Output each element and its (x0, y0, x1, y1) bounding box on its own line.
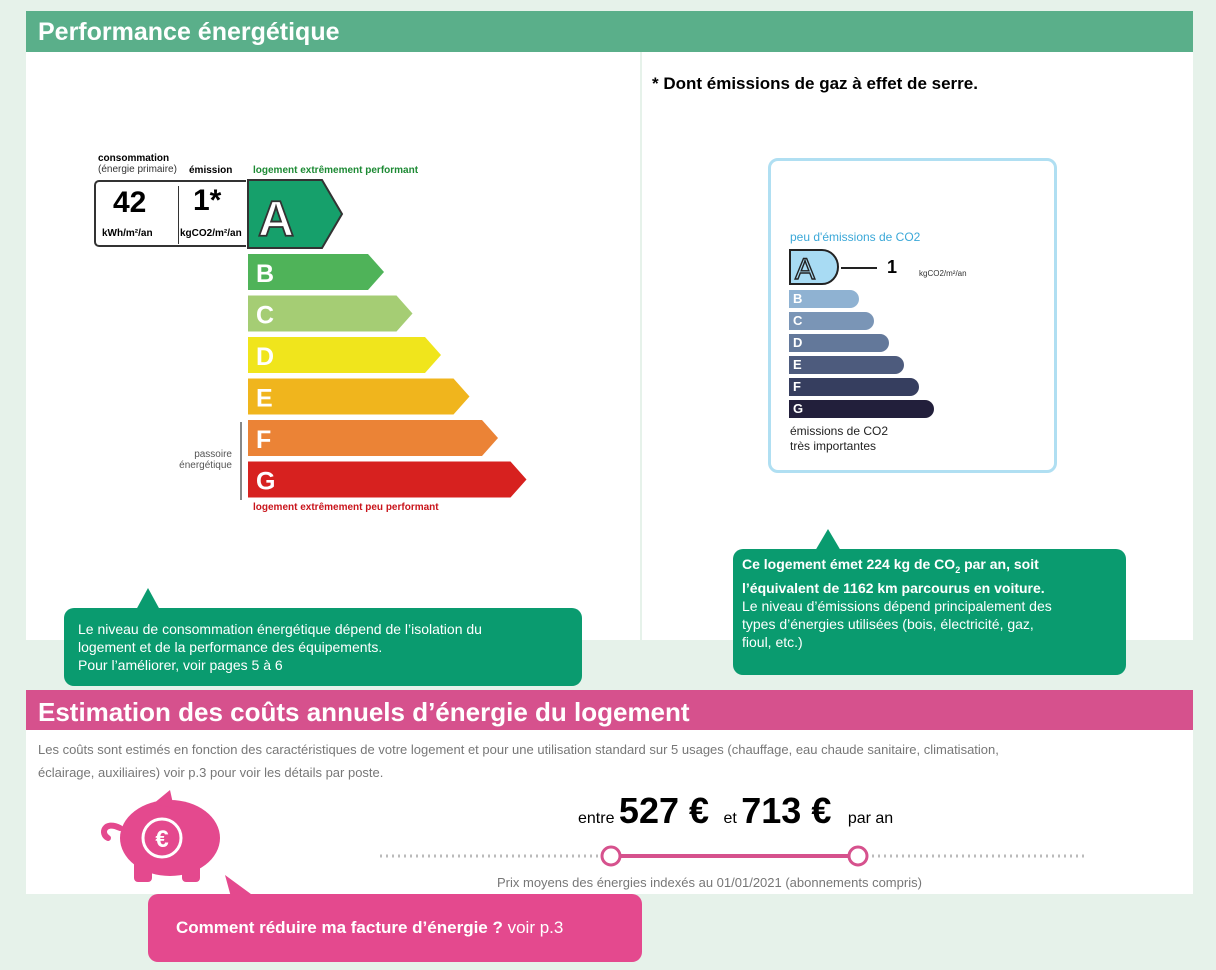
and-label: et (723, 810, 737, 827)
min-price-marker (602, 847, 620, 865)
energy-class-scale (246, 254, 536, 504)
energy-class-letter: C (256, 301, 275, 330)
energy-class-letter: B (256, 260, 275, 288)
consumption-tip-pointer (136, 588, 160, 610)
bottom-class-label: logement extrêmement peu performant (253, 502, 439, 513)
energy-class-f (248, 420, 498, 456)
energy-values-box (94, 180, 246, 247)
co2-top-label: peu d'émissions de CO2 (790, 230, 921, 244)
costs-description: Les coûts sont estimés en fonction des caractéristiques de votre logement et pour une utilisation standard sur 5 usages (chauffage, eau chaude sanitaire, climatisation, éclairage, auxiliaires) voir p.3 pour voir les détails par poste. (38, 742, 999, 780)
performance-title: Performance énergétique (38, 18, 340, 46)
energy-class-letter: D (256, 343, 275, 371)
euro-symbol: € (155, 826, 169, 853)
piggy-bank-icon (98, 790, 230, 886)
costs-header (26, 690, 1193, 730)
co2-class-d: D (789, 334, 889, 352)
consumption-label: consommation (énergie primaire) (98, 153, 177, 175)
consumption-tip: Le niveau de consommation énergétique dépend de l’isolation du logement et de la performance des équipements. Pour l’améliorer, voir pages 5 à 6 (64, 608, 582, 686)
top-class-label: logement extrêmement performant (253, 165, 419, 176)
cost-range (578, 790, 893, 832)
min-price: 527 € (618, 790, 710, 831)
max-price: 713 € (741, 790, 832, 831)
co2-class-f: F (789, 378, 919, 396)
box-divider (178, 186, 179, 244)
co2-tip-pointer (815, 529, 841, 551)
energy-class-letter: F (256, 426, 272, 454)
energy-class-letter: E (256, 384, 273, 413)
co2-current-letter: A (795, 253, 816, 286)
current-class-letter: A (258, 191, 295, 247)
co2-bottom-label: émissions de CO2 très importantes (790, 424, 889, 453)
consumption-unit: kWh/m²/an (102, 228, 153, 239)
emission-label: émission (189, 165, 233, 176)
ghg-note: * Dont émissions de gaz à effet de serre. (652, 74, 978, 93)
energy-class-g (248, 462, 527, 498)
co2-value-line (841, 267, 877, 269)
co2-class-g: G (789, 400, 934, 418)
co2-tip: Ce logement émet 224 kg de $CO_2$ par an, soit l’équivalent de 1162 km parcourus en voiture. Le niveau d’émissions dépend principalement des types d’énergies utilisées (bois, électricité, gaz, fioul, etc.) (733, 549, 1126, 675)
reduce-bill-question: Comment réduire ma facture d’énergie ? (176, 918, 503, 937)
current-class-arrow (246, 178, 346, 250)
cost-range-line (378, 843, 1090, 869)
costs-title: Estimation des coûts annuels d’énergie du logement (38, 697, 690, 727)
energy-class-b (248, 254, 384, 290)
emission-value: 1* (193, 184, 222, 217)
co2-class-e: E (789, 356, 904, 374)
max-price-marker (849, 847, 867, 865)
co2-class-c: C (789, 312, 874, 330)
energy-class-e (248, 379, 470, 415)
price-note: Prix moyens des énergies indexés au 01/01/2021 (abonnements compris) (497, 875, 922, 890)
performance-header (26, 11, 1193, 52)
reduce-bill-page-link[interactable]: voir p.3 (502, 918, 564, 937)
energy-class-d (248, 337, 441, 373)
passoire-marker (240, 422, 242, 500)
emission-unit: kgCO2/m²/an (180, 228, 242, 239)
co2-value: 1 (887, 257, 898, 277)
per-year-label: par an (847, 810, 894, 827)
co2-unit: kgCO2/m²/an (919, 269, 967, 278)
passoire-label: passoire énergétique (179, 449, 232, 471)
energy-class-c (248, 296, 413, 332)
co2-class-b: B (789, 290, 859, 308)
consumption-value: 42 (113, 186, 147, 219)
co2-current-class (788, 248, 840, 286)
reduce-bill-link[interactable] (148, 894, 642, 962)
energy-class-letter: G (256, 467, 276, 496)
between-label: entre (578, 810, 615, 827)
